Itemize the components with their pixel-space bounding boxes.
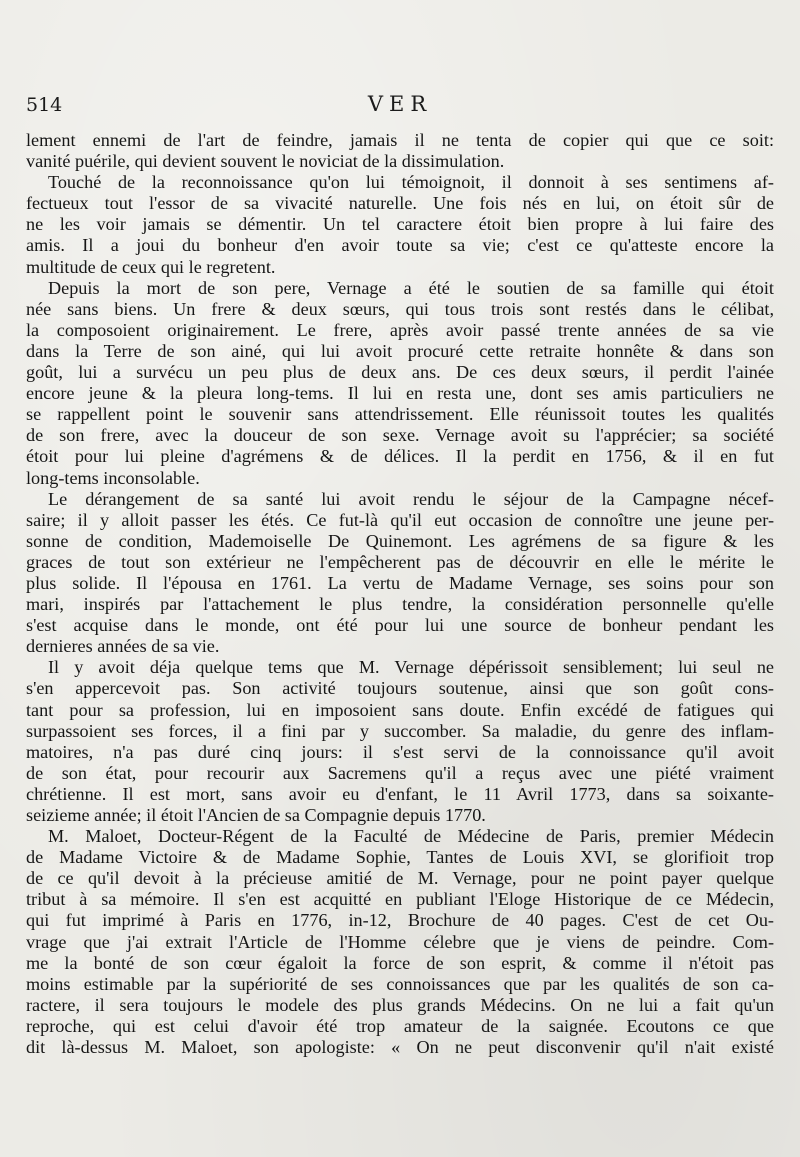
- paragraph-first-line: Le dérangement de sa santé lui avoit rendu le séjour de la Campagne nécef-: [48, 488, 774, 509]
- text-line: saire; il y alloit passer les étés. Ce fut-là qu'il eut occasion de connoître une jeune per-: [26, 509, 774, 530]
- text-line: seizieme année; il étoit l'Ancien de sa Compagnie depuis 1770.: [26, 805, 486, 825]
- text-line: dans la Terre de son ainé, qui lui avoit procuré cette retraite honnête & dans son: [26, 340, 774, 361]
- text-line: graces de tout son extérieur ne l'empêcherent pas de découvrir en elle le mérite le: [26, 551, 774, 572]
- text-line: mari, inspirés par l'attachement le plus tendre, la considération personnelle qu'elle: [26, 594, 774, 615]
- text-line: sonne de condition, Mademoiselle De Quinemont. Les agrémens de sa figure & les: [26, 530, 774, 551]
- text-line: long-tems inconsolable.: [26, 467, 200, 488]
- text-line: s'est acquise dans le monde, ont été pour lui une source de bonheur pendant les: [26, 615, 774, 636]
- text-line: surpassoient ses forces, il a fini par y succomber. Sa maladie, du genre des inflam-: [26, 720, 774, 741]
- text-line: reproche, qui est celui d'avoir été trop amateur de la saignée. Ecoutons ce que: [26, 1015, 774, 1036]
- text-line: dit là-dessus M. Maloet, son apologiste: « On ne peut disconvenir qu'il n'ait existé: [26, 1037, 774, 1058]
- text-line: de Madame Victoire & de Madame Sophie, Tantes de Louis XVI, se glorifioit trop: [26, 847, 774, 868]
- text-line: multitude de ceux qui le regretent.: [26, 256, 276, 277]
- text-line: fectueux tout l'essor de sa vivacité naturelle. Une fois nés en lui, on étoit sûr de: [26, 193, 774, 214]
- text-line: ne les voir jamais se démentir. Un tel caractere étoit bien propre à lui faire des: [26, 214, 774, 235]
- text-line: me la bonté de son cœur égaloit la force de son esprit, & comme il n'étoit pas: [26, 952, 774, 973]
- text-line: étoit pour lui pleine d'agrémens & de délices. Il la perdit en 1756, & il en fut: [26, 446, 774, 467]
- paragraph-first-line: M. Maloet, Docteur-Régent de la Faculté de Médecine de Paris, premier Médecin: [48, 826, 774, 847]
- text-line: goût, lui a survécu un peu plus de deux ans. De ces deux sœurs, il perdit l'ainée: [26, 362, 774, 383]
- paragraph-first-line: Il y avoit déja quelque tems que M. Vernage dépérissoit sensiblement; lui seul ne: [48, 657, 774, 678]
- text-line: de son frere, avec la douceur de son sexe. Vernage avoit su l'apprécier; sa société: [26, 425, 774, 446]
- page-header: [26, 92, 774, 122]
- text-line: encore jeune & la pleura long-tems. Il lui en resta une, dont ses amis particuliers ne: [26, 383, 774, 404]
- page-number: 514: [26, 94, 63, 116]
- text-line: matoires, n'a pas duré cinq jours: il s'est servi de la connoissance qu'il avoit: [26, 741, 774, 762]
- text-line: née sans biens. Un frere & deux sœurs, qui tous trois sont restés dans le célibat,: [26, 298, 774, 319]
- text-line: chrétienne. Il est mort, sans avoir eu d'enfant, le 11 Avril 1773, dans sa soixante-: [26, 783, 774, 804]
- text-line: vanité puérile, qui devient souvent le noviciat de la dissimulation.: [26, 151, 505, 172]
- text-line: dernieres années de sa vie.: [26, 636, 220, 657]
- text-line: de ce qu'il devoit à la précieuse amitié de M. Vernage, pour ne point payer quelque: [26, 868, 774, 889]
- text-line: la composoient originairement. Le frere, après avoir passé trente années de sa vie: [26, 319, 774, 340]
- running-head: VER: [367, 92, 433, 116]
- text-line: se rappellent point le souvenir sans attendrissement. Elle réunissoit toutes les qualités: [26, 404, 774, 425]
- text-line: plus solide. Il l'épousa en 1761. La vertu de Madame Vernage, ses soins pour son: [26, 572, 774, 593]
- body-text: [26, 130, 774, 1058]
- text-line: de son état, pour recourir aux Sacremens qu'il a reçus avec une piété vraiment: [26, 762, 774, 783]
- text-line: vrage que j'ai extrait l'Article de l'Homme célebre que je viens de peindre. Com-: [26, 931, 774, 952]
- text-line: s'en appercevoit pas. Son activité toujours soutenue, ainsi que son goût cons-: [26, 678, 774, 699]
- text-line: moins estimable par la supériorité de ses connoissances que par les qualités de son ca-: [26, 973, 774, 994]
- text-line: qui fut imprimé à Paris en 1776, in-12, Brochure de 40 pages. C'est de cet Ou-: [26, 910, 774, 931]
- text-line: lement ennemi de l'art de feindre, jamais il ne tenta de copier qui que ce soit:: [26, 130, 774, 150]
- text-line: tribut à sa mémoire. Il s'en est acquitté en publiant l'Eloge Historique de ce Médecin,: [26, 889, 774, 910]
- paragraph-first-line: Touché de la reconnoissance qu'on lui témoignoit, il donnoit à ses sentimens af-: [48, 172, 774, 193]
- paragraph-first-line: Depuis la mort de son pere, Vernage a été le soutien de sa famille qui étoit: [48, 277, 774, 298]
- text-line: ractere, il sera toujours le modele des plus grands Médecins. On ne lui a fait qu'un: [26, 994, 774, 1015]
- text-line: tant pour sa profession, lui en imposoient sans doute. Enfin excédé de fatigues qui: [26, 699, 774, 720]
- text-line: amis. Il a joui du bonheur d'en avoir toute sa vie; c'est ce qu'atteste encore la: [26, 235, 774, 256]
